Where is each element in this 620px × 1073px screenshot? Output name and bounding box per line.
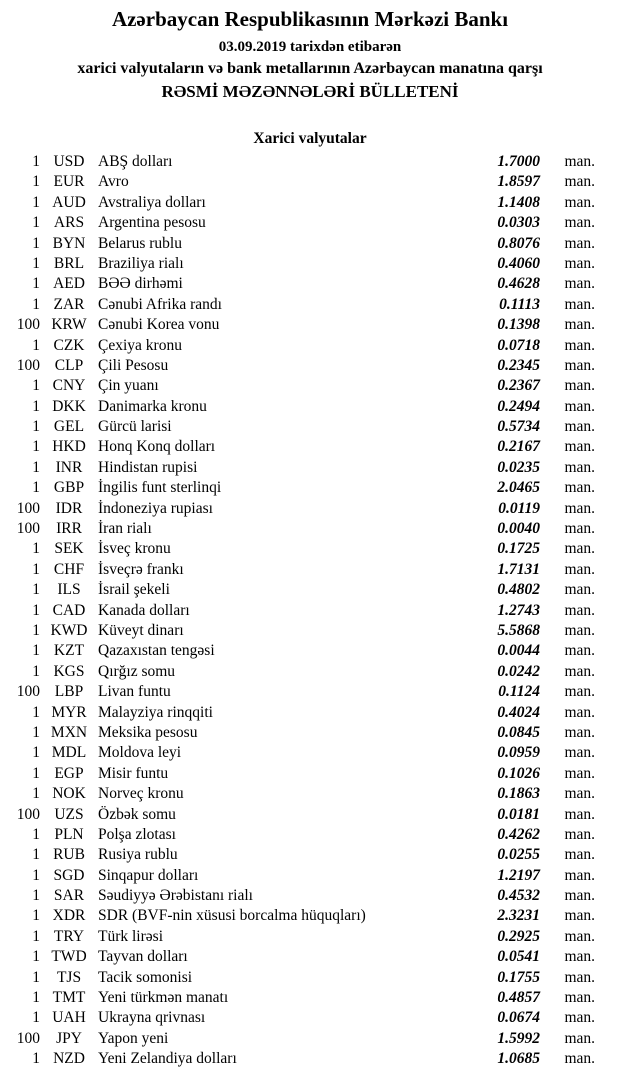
- unit-cell: man.: [564, 703, 595, 721]
- unit-cell: man.: [564, 418, 595, 436]
- currency-code-cell: KRW: [51, 316, 87, 334]
- rate-row: [0, 764, 620, 784]
- currency-name-cell: Tayvan dolları: [98, 948, 188, 966]
- unit-cell: man.: [564, 989, 595, 1007]
- currency-name-cell: Norveç kronu: [98, 785, 184, 803]
- rate-value-cell: 1.2197: [497, 866, 540, 884]
- currency-name-cell: Braziliya rialı: [98, 254, 184, 272]
- rate-row: [0, 254, 620, 274]
- rate-value-cell: 0.0718: [497, 336, 540, 354]
- unit-cell: man.: [564, 785, 595, 803]
- rate-row: [0, 743, 620, 763]
- currency-code-cell: ILS: [57, 581, 81, 599]
- currency-name-cell: Kanada dolları: [98, 601, 190, 619]
- rate-value-cell: 0.0242: [497, 662, 540, 680]
- rate-row: [0, 193, 620, 213]
- rate-row: [0, 336, 620, 356]
- rate-row: [0, 682, 620, 702]
- quantity-cell: 1: [32, 703, 40, 721]
- quantity-cell: 1: [32, 540, 40, 558]
- unit-cell: man.: [564, 621, 595, 639]
- currency-code-cell: AUD: [52, 193, 86, 211]
- rate-row: [0, 601, 620, 621]
- currency-code-cell: IRR: [56, 520, 82, 538]
- quantity-cell: 1: [32, 479, 40, 497]
- quantity-cell: 1: [32, 642, 40, 660]
- unit-cell: man.: [564, 927, 595, 945]
- rate-value-cell: 0.4262: [497, 825, 540, 843]
- rate-value-cell: 0.0674: [497, 1009, 540, 1027]
- rate-value-cell: 0.4857: [497, 989, 540, 1007]
- rate-value-cell: 0.1113: [499, 295, 540, 313]
- unit-cell: man.: [564, 560, 595, 578]
- quantity-cell: 1: [32, 785, 40, 803]
- rate-value-cell: 0.2167: [497, 438, 540, 456]
- rate-row: [0, 1008, 620, 1028]
- currency-code-cell: MXN: [50, 723, 88, 741]
- rate-value-cell: 0.4532: [497, 887, 540, 905]
- quantity-cell: 100: [16, 1029, 40, 1047]
- unit-cell: man.: [564, 397, 595, 415]
- unit-cell: man.: [564, 254, 595, 272]
- rate-row: [0, 519, 620, 539]
- currency-name-cell: Səudiyyə Ərəbistanı rialı: [98, 887, 253, 905]
- document-header: [0, 0, 620, 103]
- quantity-cell: 1: [32, 723, 40, 741]
- currency-code-cell: TMT: [52, 989, 86, 1007]
- quantity-cell: 1: [32, 621, 40, 639]
- rate-value-cell: 2.0465: [497, 479, 540, 497]
- currency-name-cell: Argentina pesosu: [98, 214, 206, 232]
- unit-cell: man.: [564, 825, 595, 843]
- scope-line: xarici valyutaların və bank metallarının Azərbaycan manatına qarşı: [77, 60, 543, 77]
- currency-name-cell: Hindistan rupisi: [98, 458, 198, 476]
- unit-cell: man.: [564, 764, 595, 782]
- quantity-cell: 1: [32, 744, 40, 762]
- unit-cell: man.: [564, 948, 595, 966]
- currency-name-cell: Yeni Zelandiya dolları: [98, 1050, 237, 1068]
- currency-name-cell: Yeni türkmən manatı: [98, 989, 229, 1007]
- section-title-foreign-currencies: Xarici valyutalar: [253, 130, 367, 147]
- rate-row: [0, 1029, 620, 1049]
- rate-value-cell: 0.5734: [497, 418, 540, 436]
- rate-row: [0, 152, 620, 172]
- rate-row: [0, 417, 620, 437]
- unit-cell: man.: [564, 1009, 595, 1027]
- currency-code-cell: TJS: [56, 968, 82, 986]
- rate-value-cell: 0.4060: [497, 254, 540, 272]
- rate-row: [0, 968, 620, 988]
- unit-cell: man.: [564, 193, 595, 211]
- unit-cell: man.: [564, 1050, 595, 1068]
- currency-name-cell: Ukrayna qrivnası: [98, 1009, 206, 1027]
- rate-value-cell: 0.0255: [497, 846, 540, 864]
- currency-name-cell: Honq Konq dolları: [98, 438, 216, 456]
- quantity-cell: 100: [16, 520, 40, 538]
- currency-name-cell: Yapon yeni: [98, 1029, 169, 1047]
- currency-code-cell: KZT: [53, 642, 85, 660]
- currency-code-cell: CNY: [52, 377, 86, 395]
- quantity-cell: 1: [32, 418, 40, 436]
- quantity-cell: 1: [32, 989, 40, 1007]
- rate-row: [0, 560, 620, 580]
- quantity-cell: 1: [32, 214, 40, 232]
- rate-value-cell: 0.0845: [497, 723, 540, 741]
- rate-row: [0, 845, 620, 865]
- currency-name-cell: Sinqapur dolları: [98, 866, 199, 884]
- currency-code-cell: NZD: [53, 1050, 85, 1068]
- currency-name-cell: Türk lirəsi: [98, 927, 163, 945]
- currency-code-cell: XDR: [52, 907, 86, 925]
- quantity-cell: 1: [32, 927, 40, 945]
- currency-name-cell: Livan funtu: [98, 683, 171, 701]
- quantity-cell: 1: [32, 275, 40, 293]
- currency-code-cell: CZK: [53, 336, 85, 354]
- unit-cell: man.: [564, 866, 595, 884]
- quantity-cell: 1: [32, 173, 40, 191]
- rate-value-cell: 1.5992: [497, 1029, 540, 1047]
- quantity-cell: 1: [32, 254, 40, 272]
- currency-name-cell: Polşa zlotası: [98, 825, 176, 843]
- currency-name-cell: Gürcü larisi: [98, 418, 172, 436]
- currency-code-cell: BRL: [53, 254, 85, 272]
- rate-row: [0, 172, 620, 192]
- rate-row: [0, 784, 620, 804]
- unit-cell: man.: [564, 846, 595, 864]
- currency-code-cell: TWD: [51, 948, 87, 966]
- rate-row: [0, 315, 620, 335]
- rate-value-cell: 1.8597: [497, 173, 540, 191]
- currency-name-cell: Avstraliya dolları: [98, 193, 206, 211]
- currency-name-cell: Çexiya kronu: [98, 336, 182, 354]
- currency-name-cell: Malayziya rinqqiti: [98, 703, 213, 721]
- effective-date-line: 03.09.2019 tarixdən etibarən: [218, 39, 402, 55]
- rate-value-cell: 1.7131: [497, 560, 540, 578]
- currency-name-cell: Avro: [98, 173, 129, 191]
- rate-value-cell: 0.2925: [497, 927, 540, 945]
- rate-value-cell: 0.0541: [497, 948, 540, 966]
- rate-row: [0, 703, 620, 723]
- quantity-cell: 1: [32, 968, 40, 986]
- quantity-cell: 1: [32, 1050, 40, 1068]
- quantity-cell: 100: [16, 316, 40, 334]
- currency-name-cell: Belarus rublu: [98, 234, 182, 252]
- currency-code-cell: CAD: [52, 601, 86, 619]
- rate-value-cell: 0.0044: [497, 642, 540, 660]
- currency-name-cell: Özbək somu: [98, 805, 176, 823]
- unit-cell: man.: [564, 377, 595, 395]
- currency-code-cell: SAR: [53, 887, 85, 905]
- currency-name-cell: ABŞ dolları: [98, 153, 173, 170]
- rate-row: [0, 927, 620, 947]
- quantity-cell: 1: [32, 458, 40, 476]
- currency-code-cell: GBP: [53, 479, 85, 497]
- quantity-cell: 1: [32, 866, 40, 884]
- rate-value-cell: 0.2494: [497, 397, 540, 415]
- currency-code-cell: NOK: [52, 785, 86, 803]
- rate-row: [0, 662, 620, 682]
- unit-cell: man.: [564, 662, 595, 680]
- rates-table: [0, 152, 620, 1070]
- currency-code-cell: IDR: [55, 499, 83, 517]
- currency-name-cell: İran rialı: [98, 520, 152, 538]
- currency-code-cell: DKK: [52, 397, 86, 415]
- unit-cell: man.: [564, 153, 595, 170]
- currency-name-cell: Çin yuanı: [98, 377, 159, 395]
- currency-code-cell: USD: [53, 153, 85, 170]
- currency-code-cell: ARS: [53, 214, 85, 232]
- quantity-cell: 1: [32, 1009, 40, 1027]
- rate-value-cell: 0.1124: [498, 683, 540, 701]
- quantity-cell: 1: [32, 825, 40, 843]
- rate-value-cell: 0.0303: [497, 214, 540, 232]
- currency-code-cell: INR: [55, 458, 83, 476]
- rate-row: [0, 723, 620, 743]
- quantity-cell: 1: [32, 336, 40, 354]
- unit-cell: man.: [564, 744, 595, 762]
- unit-cell: man.: [564, 540, 595, 558]
- quantity-cell: 1: [32, 193, 40, 211]
- rate-row: [0, 906, 620, 926]
- rate-value-cell: 0.1725: [497, 540, 540, 558]
- quantity-cell: 1: [32, 560, 40, 578]
- currency-code-cell: SGD: [53, 866, 85, 884]
- unit-cell: man.: [564, 173, 595, 191]
- rate-row: [0, 376, 620, 396]
- unit-cell: man.: [564, 907, 595, 925]
- quantity-cell: 1: [32, 907, 40, 925]
- quantity-cell: 1: [32, 601, 40, 619]
- unit-cell: man.: [564, 581, 595, 599]
- rate-value-cell: 5.5868: [497, 621, 540, 639]
- currency-name-cell: BƏƏ dirhəmi: [98, 275, 183, 293]
- unit-cell: man.: [564, 805, 595, 823]
- currency-name-cell: İsrail şekeli: [98, 581, 170, 599]
- rate-row: [0, 295, 620, 315]
- unit-cell: man.: [564, 458, 595, 476]
- rate-row: [0, 641, 620, 661]
- unit-cell: man.: [564, 887, 595, 905]
- quantity-cell: 1: [32, 438, 40, 456]
- quantity-cell: 1: [32, 662, 40, 680]
- currency-code-cell: EGP: [54, 764, 84, 782]
- currency-code-cell: CHF: [53, 560, 85, 578]
- unit-cell: man.: [564, 316, 595, 334]
- currency-name-cell: Cənubi Afrika randı: [98, 295, 222, 313]
- currency-name-cell: Meksika pesosu: [98, 723, 198, 741]
- currency-name-cell: SDR (BVF-nin xüsusi borcalma hüquqları): [98, 907, 366, 925]
- rate-row: [0, 988, 620, 1008]
- currency-code-cell: PLN: [54, 825, 84, 843]
- currency-name-cell: Qırğız somu: [98, 662, 176, 680]
- currency-name-cell: Qazaxıstan tengəsi: [98, 642, 215, 660]
- rate-value-cell: 0.4802: [497, 581, 540, 599]
- quantity-cell: 100: [16, 499, 40, 517]
- unit-cell: man.: [564, 356, 595, 374]
- unit-cell: man.: [564, 479, 595, 497]
- unit-cell: man.: [564, 438, 595, 456]
- rate-value-cell: 1.0685: [497, 1050, 540, 1068]
- rate-value-cell: 0.0959: [497, 744, 540, 762]
- quantity-cell: 1: [32, 764, 40, 782]
- quantity-cell: 1: [32, 153, 40, 170]
- currency-code-cell: AED: [53, 275, 85, 293]
- rate-row: [0, 580, 620, 600]
- rate-row: [0, 539, 620, 559]
- unit-cell: man.: [564, 683, 595, 701]
- currency-name-cell: Küveyt dinarı: [98, 621, 184, 639]
- unit-cell: man.: [564, 214, 595, 232]
- rate-row: [0, 825, 620, 845]
- rate-row: [0, 805, 620, 825]
- rate-row: [0, 437, 620, 457]
- rate-row: [0, 621, 620, 641]
- rate-value-cell: 1.7000: [497, 153, 540, 170]
- currency-code-cell: UAH: [52, 1009, 86, 1027]
- quantity-cell: 1: [32, 295, 40, 313]
- quantity-cell: 1: [32, 948, 40, 966]
- currency-code-cell: RUB: [53, 846, 85, 864]
- unit-cell: man.: [564, 642, 595, 660]
- rate-row: [0, 478, 620, 498]
- currency-code-cell: ZAR: [53, 295, 85, 313]
- rate-value-cell: 0.4024: [497, 703, 540, 721]
- currency-name-cell: Tacik somonisi: [98, 968, 193, 986]
- rate-value-cell: 0.0181: [497, 805, 540, 823]
- unit-cell: man.: [564, 520, 595, 538]
- rate-row: [0, 274, 620, 294]
- quantity-cell: 100: [16, 683, 40, 701]
- quantity-cell: 1: [32, 887, 40, 905]
- quantity-cell: 100: [16, 805, 40, 823]
- rate-value-cell: 0.0119: [498, 499, 540, 517]
- currency-name-cell: İsveç kronu: [98, 540, 171, 558]
- quantity-cell: 1: [32, 581, 40, 599]
- rate-value-cell: 1.1408: [497, 193, 540, 211]
- bank-title: Azərbaycan Respublikasının Mərkəzi Bankı: [111, 7, 509, 31]
- rate-value-cell: 0.2367: [497, 377, 540, 395]
- rate-row: [0, 1049, 620, 1069]
- rate-value-cell: 0.1398: [497, 316, 540, 334]
- rate-row: [0, 499, 620, 519]
- currency-name-cell: İsveçrə frankı: [98, 560, 184, 578]
- currency-code-cell: EUR: [53, 173, 85, 191]
- currency-code-cell: JPY: [56, 1029, 82, 1047]
- currency-name-cell: İndoneziya rupiası: [98, 499, 213, 517]
- rate-value-cell: 0.1026: [497, 764, 540, 782]
- unit-cell: man.: [564, 234, 595, 252]
- currency-code-cell: TRY: [53, 927, 85, 945]
- currency-code-cell: KWD: [50, 621, 88, 639]
- rate-value-cell: 2.3231: [497, 907, 540, 925]
- currency-code-cell: HKD: [52, 438, 86, 456]
- currency-code-cell: LBP: [54, 683, 84, 701]
- rate-value-cell: 1.2743: [497, 601, 540, 619]
- currency-code-cell: GEL: [53, 418, 85, 436]
- bulletin-title: RƏSMİ MƏZƏNNƏLƏRİ BÜLLETENİ: [161, 82, 459, 101]
- quantity-cell: 1: [32, 397, 40, 415]
- rate-value-cell: 0.2345: [497, 356, 540, 374]
- unit-cell: man.: [564, 295, 595, 313]
- quantity-cell: 1: [32, 377, 40, 395]
- rate-row: [0, 886, 620, 906]
- quantity-cell: 1: [32, 846, 40, 864]
- rate-row: [0, 866, 620, 886]
- rate-value-cell: 0.0040: [497, 520, 540, 538]
- currency-code-cell: SEK: [54, 540, 84, 558]
- currency-code-cell: MDL: [51, 744, 87, 762]
- rate-value-cell: 0.1863: [497, 785, 540, 803]
- rate-value-cell: 0.8076: [497, 234, 540, 252]
- currency-name-cell: Rusiya rublu: [98, 846, 178, 864]
- rate-row: [0, 947, 620, 967]
- currency-code-cell: MYR: [51, 703, 87, 721]
- unit-cell: man.: [564, 336, 595, 354]
- rate-value-cell: 0.0235: [497, 458, 540, 476]
- currency-name-cell: Moldova leyi: [98, 744, 182, 762]
- currency-name-cell: Çili Pesosu: [98, 356, 169, 374]
- quantity-cell: 1: [32, 234, 40, 252]
- currency-code-cell: KGS: [53, 662, 85, 680]
- currency-name-cell: İngilis funt sterlinqi: [98, 479, 222, 497]
- rate-row: [0, 213, 620, 233]
- unit-cell: man.: [564, 275, 595, 293]
- currency-code-cell: UZS: [54, 805, 84, 823]
- rate-value-cell: 0.4628: [497, 275, 540, 293]
- rate-row: [0, 234, 620, 254]
- currency-code-cell: CLP: [54, 356, 84, 374]
- currency-name-cell: Danimarka kronu: [98, 397, 207, 415]
- currency-name-cell: Misir funtu: [98, 764, 169, 782]
- unit-cell: man.: [564, 723, 595, 741]
- currency-name-cell: Cənubi Korea vonu: [98, 316, 220, 334]
- quantity-cell: 100: [16, 356, 40, 374]
- rate-row: [0, 356, 620, 376]
- unit-cell: man.: [564, 1029, 595, 1047]
- unit-cell: man.: [564, 499, 595, 517]
- unit-cell: man.: [564, 968, 595, 986]
- unit-cell: man.: [564, 601, 595, 619]
- currency-code-cell: BYN: [52, 234, 86, 252]
- rate-value-cell: 0.1755: [497, 968, 540, 986]
- rate-row: [0, 458, 620, 478]
- rate-row: [0, 397, 620, 417]
